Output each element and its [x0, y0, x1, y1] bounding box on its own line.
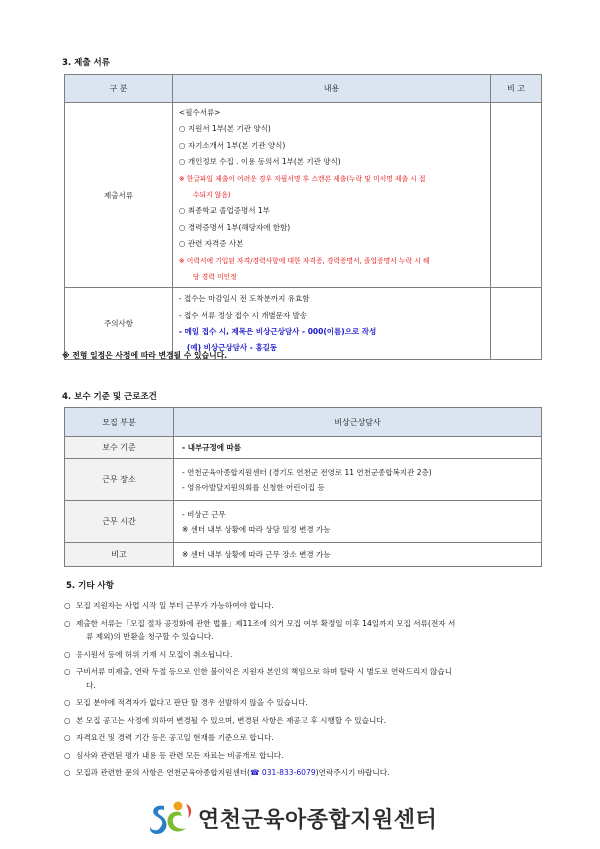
col-header-remarks: 비 고 [491, 75, 542, 103]
remarks-cell [491, 288, 542, 360]
doc-line: ○ 개인정보 수집 . 이용 동의서 1부(본 기관 양식) [178, 157, 341, 167]
circle-bullet-icon: ○ [64, 601, 71, 610]
remarks-cell [491, 103, 542, 288]
org-name: 연천군육아종합지원센터 [198, 807, 438, 833]
red-warning-line: ※ 한글파일 제출이 어려운 경우 자필서명 후 스캔본 제출(누락 및 미서명 제출 시 접 [178, 174, 426, 183]
list-item: ○ 제출한 서류는「모집 절차 공정화에 관한 법률」제11조에 의거 모집 여부 확정일 이후 14일까지 모집 서류(전자 서 류 제외)의 반환을 청구할 수 있습니다. [64, 615, 544, 646]
circle-bullet-icon: ○ [64, 698, 71, 707]
schedule-change-note: ※ 전형 일정은 사정에 따라 변경될 수 있습니다. [62, 351, 228, 360]
row-label-remarks: 비고 [65, 543, 174, 567]
other-notes-list [64, 597, 544, 782]
circle-bullet-icon: ○ [64, 649, 71, 659]
doc-line: ○ 자기소개서 1부(본 기관 양식) [178, 140, 286, 150]
red-warning-line: 당 경력 미인정 [192, 273, 237, 282]
org-footer [148, 798, 437, 838]
doc-line: ○ 지원서 1부(본 기관 양식) [178, 124, 271, 134]
circle-bullet-icon: ○ [64, 733, 71, 742]
col-header-position: 비상근상담사 [174, 408, 542, 437]
row-label-pay: 보수 기준 [65, 437, 174, 459]
doc-line: ○ 경력증명서 1부(해당자에 한함) [178, 222, 291, 232]
contact-phone: ☎ 031-833-6079 [250, 768, 316, 777]
caution-line: - 접수 서류 정상 접수 시 개별문자 발송 [178, 310, 307, 320]
circle-bullet-icon: ○ [64, 618, 71, 628]
row-label-work-hours: 근무 시간 [65, 501, 174, 543]
row-label-documents: 제출서류 [65, 103, 173, 288]
list-item-continuation: 류 제외)의 반환을 청구할 수 있습니다. [86, 632, 214, 641]
circle-bullet-icon: ○ [64, 667, 71, 676]
circle-bullet-icon: ○ [64, 715, 71, 725]
blue-caution-line: - 메일 접수 시, 제목은 비상근상담사 - 000(이름)으로 작성 [178, 326, 377, 336]
list-item: ○ 심사와 관련된 평가 내용 등 관련 모든 자료는 비공개로 합니다. [64, 747, 544, 765]
circle-bullet-icon: ○ [64, 750, 71, 760]
workplace-line: - 연천군육아종합지원센터 (경기도 연천군 전영로 11 연천군종합복지관 2층) [182, 467, 432, 477]
workplace-line: - 영유아발달지원의회를 신청한 어린이집 등 [182, 482, 325, 492]
workplace-content [174, 459, 542, 501]
sc-leaf-logo-icon [148, 798, 194, 838]
pay-content: - 내부규정에 따름 [174, 437, 542, 459]
doc-line: <필수서류> [178, 108, 221, 117]
list-item: ○ 모집과 관련한 문의 사항은 연천군육아종합지원센터(☎ 031-833-6079)연락주시기 바랍니다. [64, 764, 544, 782]
list-item: ○ 응시원서 등에 허위 기재 시 모집이 취소됩니다. [64, 646, 544, 664]
row-label-cautions: 주의사항 [65, 288, 173, 360]
doc-line: ○ 관련 자격증 사본 [178, 239, 244, 249]
section5-title: 5. 기타 사항 [66, 581, 114, 591]
work-hours-line: - 비상근 근무 [182, 509, 226, 519]
remarks-content: ※ 센터 내부 상황에 따라 근무 장소 변경 가능 [174, 543, 542, 567]
work-hours-line: ※ 센터 내부 상황에 따라 상담 일정 변경 가능 [182, 524, 331, 534]
circle-bullet-icon: ○ [64, 768, 71, 777]
row-label-workplace: 근무 장소 [65, 459, 174, 501]
list-item: ○ 자격요건 및 경력 기간 등은 공고일 현재를 기준으로 합니다. [64, 729, 544, 747]
section4-title: 4. 보수 기준 및 근로조건 [62, 392, 157, 402]
list-item: ○ 본 모집 공고는 사정에 의하여 변경될 수 있으며, 변경된 사항은 재공고 후 시행할 수 있습니다. [64, 712, 544, 730]
work-hours-content [174, 501, 542, 543]
caution-line: - 접수는 마감일시 전 도착분까지 유효함 [178, 294, 310, 304]
col-header-content: 내용 [172, 75, 490, 103]
red-warning-line: 수되지 않음) [192, 191, 231, 200]
list-item: ○ 구비서류 미제출, 연락 두절 등으로 인한 불이익은 지원자 본인의 책임으로 하며 탈락 시 별도로 연락드리지 않습니 다. [64, 663, 544, 694]
red-warning-line: ※ 이력서에 기입된 자격/경력사항에 대한 자격증, 경력증명서, 졸업증명서 누락 시 해 [178, 256, 430, 265]
list-item-continuation: 다. [86, 680, 96, 690]
submission-documents-table [64, 74, 542, 360]
list-item: ○ 모집 지원자는 사업 시작 일 부터 근무가 가능하여야 합니다. [64, 597, 544, 615]
pay-conditions-table [64, 407, 542, 567]
blue-caution-line: (예) 비상근상담사 - 홍길동 [186, 343, 278, 353]
doc-line: ○ 최종학교 졸업증명서 1부 [178, 206, 270, 216]
col-header-recruit-part: 모집 부분 [65, 408, 174, 437]
documents-content [172, 103, 490, 288]
col-header-category: 구 분 [65, 75, 173, 103]
section3-title: 3. 제출 서류 [62, 58, 110, 68]
list-item: ○ 모집 분야에 적격자가 없다고 판단 할 경우 선발하지 않을 수 있습니다. [64, 694, 544, 712]
